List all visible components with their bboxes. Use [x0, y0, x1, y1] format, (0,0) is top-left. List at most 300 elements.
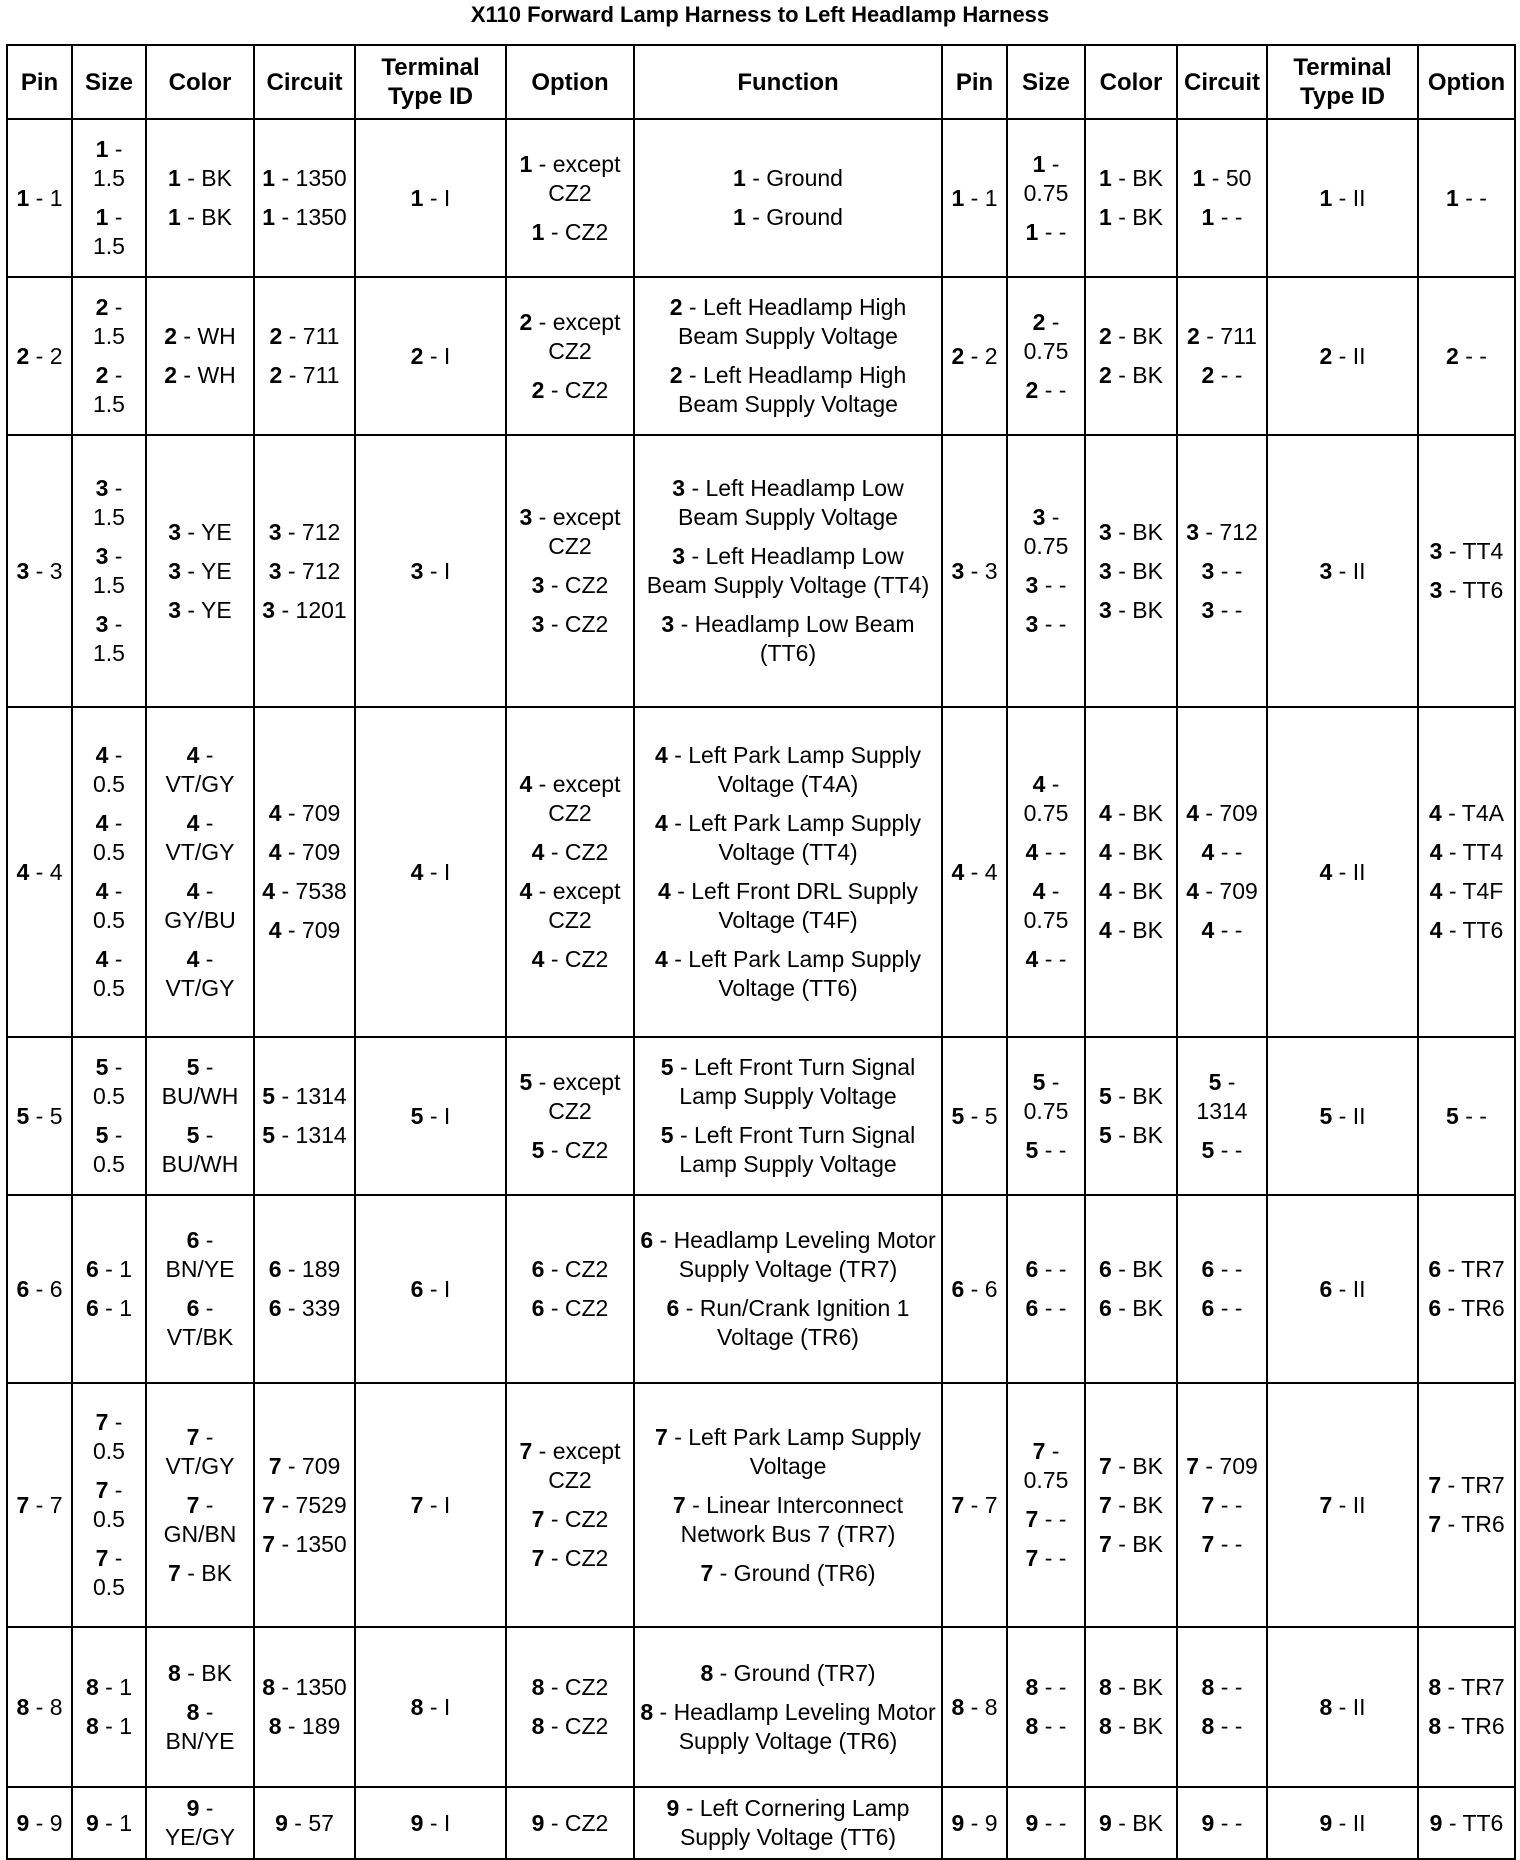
- cell-pin: [7, 1383, 72, 1627]
- cell-entry: 7 - BK: [168, 1559, 232, 1586]
- cell-entry: 4 - Left Front DRL Supply Voltage (T4F): [658, 878, 918, 933]
- cell-terminal-type-id: [355, 1037, 506, 1195]
- cell-entry: 1 - BK: [1099, 165, 1163, 191]
- cell-entry: 6 - BK: [1099, 1295, 1163, 1321]
- cell-entry: 8 - 1350: [262, 1674, 347, 1700]
- table-row: [7, 1383, 1515, 1627]
- cell-entry: 7 - TR7: [1428, 1472, 1505, 1498]
- cell-entry: 6 - TR6: [1428, 1295, 1505, 1321]
- cell-entry: 3 - CZ2: [531, 611, 609, 637]
- cell-entry: 5 - 1314: [262, 1083, 347, 1109]
- cell-entry: 4 - except CZ2: [519, 878, 621, 933]
- cell-entry: 3 - Left Headlamp Low Beam Supply Voltage: [672, 475, 904, 530]
- cell-option-2: [1418, 1037, 1515, 1195]
- cell-entry: 8 - -: [1025, 1674, 1067, 1700]
- cell-entry: 2 - WH: [164, 323, 236, 349]
- cell-entry: 8 - 1: [85, 1674, 133, 1700]
- cell-color: [146, 1627, 254, 1787]
- cell-entry: 6 - -: [1201, 1256, 1243, 1282]
- cell-entry: 3 - YE: [168, 596, 232, 623]
- cell-entry: 1 - -: [1025, 218, 1067, 245]
- cell-entry: 6 - CZ2: [531, 1295, 609, 1321]
- cell-entry: 7 - 709: [1186, 1452, 1258, 1479]
- cell-color: [146, 1787, 254, 1859]
- cell-terminal-type-id-2: [1267, 707, 1418, 1037]
- cell-terminal-type-id: [355, 1195, 506, 1383]
- header-circuit: Circuit: [254, 45, 355, 119]
- header-pin: Pin: [7, 45, 72, 119]
- cell-entry: 7 - 0.75: [1023, 1438, 1069, 1493]
- cell-circuit: [254, 435, 355, 707]
- cell-entry: 3 - -: [1201, 557, 1243, 584]
- cell-entry: 4 - 0.75: [1023, 771, 1069, 826]
- cell-circuit: [254, 1787, 355, 1859]
- cell-entry: 9 - BK: [1099, 1809, 1163, 1836]
- cell-entry: 5 - 0.75: [1023, 1068, 1069, 1124]
- cell-function: [634, 1037, 942, 1195]
- cell-entry: 1 - BK: [168, 165, 232, 191]
- header-row: [7, 45, 1515, 119]
- cell-entry: 2 - WH: [164, 362, 236, 388]
- cell-entry: 9 - -: [1201, 1809, 1243, 1836]
- cell-function: [634, 1383, 942, 1627]
- cell-entry: 6 - BN/YE: [165, 1227, 235, 1282]
- table-row: [7, 277, 1515, 435]
- cell-entry: 7 - 7529: [262, 1491, 347, 1518]
- cell-entry: 4 - 0.5: [93, 946, 125, 1001]
- cell-function: [634, 707, 942, 1037]
- cell-color-2: [1085, 119, 1177, 277]
- cell-entry: 4 - -: [1201, 839, 1243, 865]
- cell-entry: 4 - T4F: [1429, 878, 1504, 904]
- cell-entry: 9 - TT6: [1429, 1809, 1504, 1836]
- cell-entry: 4 - -: [1025, 839, 1067, 865]
- cell-entry: 7 - 709: [268, 1452, 341, 1479]
- cell-option: [506, 1195, 634, 1383]
- cell-entry: 7 - Left Park Lamp Supply Voltage: [655, 1423, 921, 1479]
- cell-entry: 7 - 7: [951, 1491, 998, 1518]
- header-terminal-type-id: Terminal Type ID: [355, 45, 506, 119]
- cell-entry: 6 - BK: [1099, 1256, 1163, 1282]
- cell-entry: 5 - BK: [1099, 1083, 1163, 1109]
- cell-entry: 5 - 5: [16, 1102, 63, 1129]
- cell-entry: 4 - BK: [1099, 839, 1163, 865]
- header-option: Option: [506, 45, 634, 119]
- cell-circuit: [254, 707, 355, 1037]
- cell-entry: 8 - -: [1201, 1674, 1243, 1700]
- cell-pin: [7, 435, 72, 707]
- cell-entry: 3 - 712: [268, 557, 341, 584]
- cell-terminal-type-id: [355, 435, 506, 707]
- cell-entry: 2 - I: [410, 342, 451, 369]
- cell-option: [506, 435, 634, 707]
- cell-entry: 1 - BK: [168, 204, 232, 230]
- cell-entry: 4 - 0.5: [93, 878, 125, 933]
- cell-entry: 3 - 1201: [262, 596, 347, 623]
- cell-color: [146, 277, 254, 435]
- cell-entry: 4 - -: [1025, 946, 1067, 972]
- table-row: [7, 707, 1515, 1037]
- cell-entry: 4 - T4A: [1428, 800, 1504, 826]
- cell-entry: 6 - 6: [16, 1275, 63, 1302]
- cell-circuit-2: [1177, 1383, 1267, 1627]
- cell-size-2: [1007, 707, 1085, 1037]
- cell-entry: 7 - Ground (TR6): [700, 1559, 876, 1586]
- cell-option: [506, 707, 634, 1037]
- cell-color-2: [1085, 1627, 1177, 1787]
- cell-terminal-type-id-2: [1267, 119, 1418, 277]
- cell-size-2: [1007, 119, 1085, 277]
- cell-size-2: [1007, 1627, 1085, 1787]
- cell-entry: 8 - 8: [951, 1693, 998, 1720]
- cell-entry: 7 - 1350: [262, 1530, 347, 1557]
- cell-entry: 8 - Ground (TR7): [700, 1659, 876, 1686]
- cell-terminal-type-id-2: [1267, 1627, 1418, 1787]
- cell-color-2: [1085, 435, 1177, 707]
- cell-entry: 3 - -: [1201, 596, 1243, 623]
- cell-option-2: [1418, 119, 1515, 277]
- cell-color: [146, 1195, 254, 1383]
- cell-entry: 9 - 1: [85, 1809, 133, 1836]
- cell-entry: 2 - 711: [269, 323, 340, 349]
- cell-entry: 9 - II: [1319, 1809, 1366, 1836]
- cell-option: [506, 1627, 634, 1787]
- cell-pin-2: [942, 277, 1007, 435]
- cell-entry: 5 - BU/WH: [161, 1054, 239, 1109]
- cell-color: [146, 1383, 254, 1627]
- cell-entry: 5 - BU/WH: [161, 1122, 239, 1177]
- cell-entry: 1 - BK: [1099, 204, 1163, 230]
- cell-entry: 1 - 50: [1192, 165, 1252, 191]
- header-size: Size: [1007, 45, 1085, 119]
- cell-color: [146, 1037, 254, 1195]
- cell-entry: 3 - CZ2: [531, 572, 609, 598]
- cell-entry: 4 - GY/BU: [164, 878, 236, 933]
- cell-circuit: [254, 119, 355, 277]
- pinout-table: [6, 44, 1516, 1860]
- cell-color-2: [1085, 1787, 1177, 1859]
- cell-entry: 1 - 1: [951, 184, 998, 211]
- cell-entry: 1 - -: [1201, 204, 1243, 230]
- cell-entry: 4 - CZ2: [531, 839, 609, 865]
- cell-entry: 8 - CZ2: [531, 1674, 609, 1700]
- cell-entry: 8 - BN/YE: [165, 1698, 235, 1754]
- cell-entry: 7 - except CZ2: [519, 1438, 621, 1493]
- cell-entry: 4 - VT/GY: [165, 946, 235, 1001]
- table-row: [7, 1787, 1515, 1859]
- cell-entry: 4 - VT/GY: [165, 810, 235, 865]
- cell-entry: 4 - BK: [1099, 917, 1163, 943]
- cell-terminal-type-id-2: [1267, 435, 1418, 707]
- cell-entry: 8 - BK: [1099, 1674, 1163, 1700]
- cell-entry: 7 - -: [1201, 1491, 1243, 1518]
- cell-circuit: [254, 1037, 355, 1195]
- cell-size: [72, 119, 146, 277]
- cell-pin: [7, 1627, 72, 1787]
- cell-pin: [7, 707, 72, 1037]
- cell-size: [72, 277, 146, 435]
- cell-size: [72, 1037, 146, 1195]
- cell-circuit: [254, 277, 355, 435]
- table-row: [7, 1195, 1515, 1383]
- cell-entry: 1 - I: [410, 184, 451, 211]
- cell-entry: 9 - 9: [16, 1809, 63, 1836]
- table-row: [7, 119, 1515, 277]
- cell-size: [72, 1787, 146, 1859]
- cell-circuit-2: [1177, 1037, 1267, 1195]
- cell-function: [634, 435, 942, 707]
- cell-size-2: [1007, 1383, 1085, 1627]
- cell-entry: 9 - -: [1025, 1809, 1067, 1836]
- cell-circuit-2: [1177, 1195, 1267, 1383]
- cell-entry: 5 - II: [1319, 1102, 1366, 1129]
- cell-entry: 3 - 1.5: [93, 475, 125, 530]
- cell-entry: 3 - TT6: [1429, 577, 1504, 603]
- cell-entry: 2 - -: [1201, 362, 1243, 388]
- cell-color: [146, 435, 254, 707]
- cell-entry: 4 - 709: [268, 839, 341, 865]
- header-option: Option: [1418, 45, 1515, 119]
- cell-entry: 7 - 0.5: [93, 1477, 125, 1532]
- cell-terminal-type-id-2: [1267, 1787, 1418, 1859]
- cell-entry: 1 - CZ2: [531, 218, 609, 245]
- cell-color: [146, 707, 254, 1037]
- cell-entry: 9 - 9: [951, 1809, 998, 1836]
- cell-entry: 9 - Left Cornering Lamp Supply Voltage (TT6): [666, 1795, 910, 1850]
- cell-entry: 4 - II: [1319, 858, 1366, 885]
- cell-option-2: [1418, 277, 1515, 435]
- cell-pin-2: [942, 1037, 1007, 1195]
- cell-entry: 4 - TT6: [1429, 917, 1504, 943]
- cell-entry: 1 - 1.5: [93, 204, 125, 259]
- header-color: Color: [1085, 45, 1177, 119]
- cell-entry: 2 - 711: [269, 362, 340, 388]
- cell-entry: 4 - 0.75: [1023, 878, 1069, 933]
- cell-entry: 7 - BK: [1099, 1452, 1163, 1479]
- cell-pin-2: [942, 1627, 1007, 1787]
- cell-entry: 3 - 3: [16, 557, 63, 584]
- cell-entry: 3 - 1.5: [93, 611, 125, 666]
- cell-size-2: [1007, 277, 1085, 435]
- cell-pin: [7, 1787, 72, 1859]
- cell-entry: 7 - 0.5: [93, 1545, 125, 1600]
- cell-option-2: [1418, 1627, 1515, 1787]
- cell-entry: 2 - Left Headlamp High Beam Supply Voltage: [669, 362, 907, 417]
- cell-entry: 7 - I: [410, 1491, 451, 1518]
- header-size: Size: [72, 45, 146, 119]
- cell-entry: 9 - YE/GY: [164, 1795, 236, 1850]
- cell-entry: 5 - -: [1201, 1136, 1243, 1163]
- cell-entry: 4 - 0.5: [93, 742, 125, 797]
- cell-entry: 6 - VT/BK: [166, 1295, 234, 1350]
- cell-entry: 1 - Ground: [733, 204, 843, 230]
- header-pin: Pin: [942, 45, 1007, 119]
- cell-entry: 7 - TR6: [1428, 1511, 1505, 1537]
- cell-option: [506, 1037, 634, 1195]
- cell-option-2: [1418, 1195, 1515, 1383]
- cell-entry: 2 - -: [1025, 376, 1067, 403]
- cell-entry: 3 - BK: [1099, 596, 1163, 623]
- cell-entry: 1 - Ground: [733, 165, 843, 191]
- cell-entry: 4 - 4: [951, 858, 998, 885]
- cell-entry: 3 - 712: [268, 518, 341, 545]
- cell-function: [634, 1787, 942, 1859]
- cell-entry: 6 - -: [1025, 1295, 1067, 1321]
- cell-entry: 4 - 4: [16, 858, 63, 885]
- cell-size-2: [1007, 435, 1085, 707]
- cell-entry: 3 - YE: [168, 518, 232, 545]
- cell-pin: [7, 1037, 72, 1195]
- cell-entry: 8 - TR7: [1428, 1674, 1505, 1700]
- cell-entry: 8 - II: [1319, 1693, 1366, 1720]
- cell-entry: 4 - VT/GY: [165, 742, 235, 797]
- cell-entry: 7 - BK: [1099, 1530, 1163, 1557]
- cell-entry: 3 - Left Headlamp Low Beam Supply Voltage (TT4): [646, 543, 930, 598]
- cell-entry: 3 - 0.75: [1023, 504, 1069, 559]
- cell-entry: 6 - 1: [85, 1256, 133, 1282]
- cell-size-2: [1007, 1037, 1085, 1195]
- cell-entry: 8 - -: [1201, 1713, 1243, 1739]
- cell-entry: 2 - Left Headlamp High Beam Supply Voltage: [669, 294, 907, 349]
- cell-entry: 3 - 712: [1186, 518, 1258, 545]
- cell-entry: 6 - TR7: [1428, 1256, 1505, 1282]
- cell-entry: 8 - I: [410, 1693, 451, 1720]
- cell-entry: 1 - 0.75: [1023, 150, 1069, 206]
- cell-entry: 8 - 1: [85, 1713, 133, 1739]
- table-row: [7, 435, 1515, 707]
- cell-terminal-type-id: [355, 277, 506, 435]
- cell-pin: [7, 277, 72, 435]
- cell-entry: 4 - 709: [268, 917, 341, 943]
- cell-pin: [7, 119, 72, 277]
- cell-pin-2: [942, 1383, 1007, 1627]
- cell-entry: 6 - I: [410, 1275, 451, 1302]
- cell-entry: 7 - Linear Interconnect Network Bus 7 (TR7): [672, 1491, 904, 1547]
- cell-entry: 2 - 2: [951, 342, 998, 369]
- cell-size-2: [1007, 1787, 1085, 1859]
- cell-circuit-2: [1177, 707, 1267, 1037]
- cell-entry: 7 - CZ2: [531, 1545, 609, 1571]
- cell-function: [634, 119, 942, 277]
- cell-entry: 1 - II: [1319, 184, 1366, 211]
- cell-circuit-2: [1177, 1787, 1267, 1859]
- cell-entry: 3 - TT4: [1429, 538, 1504, 564]
- cell-size: [72, 1383, 146, 1627]
- cell-entry: 8 - 8: [16, 1693, 63, 1720]
- cell-entry: 5 - 1314: [262, 1122, 347, 1148]
- cell-entry: 7 - -: [1201, 1530, 1243, 1557]
- cell-entry: 7 - -: [1025, 1506, 1067, 1532]
- cell-entry: 4 - BK: [1099, 800, 1163, 826]
- cell-entry: 2 - 711: [1187, 323, 1257, 349]
- cell-entry: 5 - -: [1025, 1136, 1067, 1163]
- cell-entry: 9 - CZ2: [531, 1809, 609, 1836]
- cell-entry: 7 - 0.5: [93, 1409, 125, 1464]
- cell-entry: 6 - -: [1025, 1256, 1067, 1282]
- cell-entry: 7 - GN/BN: [163, 1491, 237, 1547]
- cell-function: [634, 277, 942, 435]
- cell-entry: 1 - except CZ2: [519, 150, 621, 206]
- table-row: [7, 1037, 1515, 1195]
- cell-entry: 8 - Headlamp Leveling Motor Supply Voltage (TR6): [640, 1698, 936, 1754]
- cell-entry: 5 - CZ2: [531, 1136, 609, 1163]
- cell-entry: 4 - Left Park Lamp Supply Voltage (TT4): [655, 810, 921, 865]
- cell-terminal-type-id-2: [1267, 1037, 1418, 1195]
- cell-function: [634, 1627, 942, 1787]
- cell-entry: 2 - BK: [1099, 362, 1163, 388]
- cell-pin-2: [942, 1787, 1007, 1859]
- cell-option: [506, 1787, 634, 1859]
- cell-option-2: [1418, 707, 1515, 1037]
- cell-circuit: [254, 1195, 355, 1383]
- cell-entry: 4 - 709: [1186, 878, 1258, 904]
- cell-entry: 6 - 339: [268, 1295, 341, 1321]
- cell-entry: 3 - I: [410, 557, 451, 584]
- cell-terminal-type-id-2: [1267, 1383, 1418, 1627]
- cell-entry: 3 - except CZ2: [519, 504, 621, 559]
- header-circuit: Circuit: [1177, 45, 1267, 119]
- cell-entry: 8 - 189: [268, 1713, 341, 1739]
- cell-option-2: [1418, 1383, 1515, 1627]
- cell-entry: 3 - 1.5: [93, 543, 125, 598]
- cell-entry: 4 - 7538: [262, 878, 347, 904]
- cell-entry: 1 - 1350: [262, 165, 347, 191]
- cell-size-2: [1007, 1195, 1085, 1383]
- cell-entry: 3 - 3: [951, 557, 998, 584]
- cell-entry: 4 - 709: [1186, 800, 1258, 826]
- cell-size: [72, 435, 146, 707]
- cell-entry: 6 - -: [1201, 1295, 1243, 1321]
- cell-entry: 7 - II: [1319, 1491, 1366, 1518]
- cell-entry: 8 - TR6: [1428, 1713, 1505, 1739]
- cell-entry: 8 - BK: [1099, 1713, 1163, 1739]
- cell-color-2: [1085, 1195, 1177, 1383]
- cell-entry: 4 - except CZ2: [519, 771, 621, 826]
- cell-entry: 5 - Left Front Turn Signal Lamp Supply Voltage: [660, 1122, 916, 1177]
- cell-entry: 4 - -: [1201, 917, 1243, 943]
- cell-option: [506, 1383, 634, 1627]
- cell-color: [146, 119, 254, 277]
- header-color: Color: [146, 45, 254, 119]
- cell-entry: 7 - BK: [1099, 1491, 1163, 1518]
- cell-color-2: [1085, 1037, 1177, 1195]
- cell-entry: 2 - BK: [1099, 323, 1163, 349]
- cell-entry: 4 - TT4: [1429, 839, 1504, 865]
- cell-entry: 3 - BK: [1099, 518, 1163, 545]
- cell-entry: 6 - II: [1319, 1275, 1366, 1302]
- cell-circuit: [254, 1627, 355, 1787]
- cell-entry: 4 - Left Park Lamp Supply Voltage (T4A): [655, 742, 921, 797]
- cell-entry: 4 - 709: [268, 800, 341, 826]
- cell-pin-2: [942, 435, 1007, 707]
- cell-entry: 8 - BK: [168, 1659, 232, 1686]
- cell-entry: 6 - CZ2: [531, 1256, 609, 1282]
- cell-entry: 7 - 7: [16, 1491, 63, 1518]
- cell-entry: 3 - YE: [168, 557, 232, 584]
- cell-entry: 3 - II: [1319, 557, 1366, 584]
- cell-entry: 7 - VT/GY: [165, 1423, 235, 1479]
- cell-entry: 5 - I: [410, 1102, 451, 1129]
- cell-circuit-2: [1177, 277, 1267, 435]
- header-terminal-type-id: Terminal Type ID: [1267, 45, 1418, 119]
- cell-entry: 1 - 1: [16, 184, 63, 211]
- cell-entry: 5 - -: [1446, 1102, 1487, 1129]
- cell-entry: 8 - CZ2: [531, 1713, 609, 1739]
- cell-entry: 4 - 0.5: [93, 810, 125, 865]
- cell-entry: 7 - -: [1025, 1545, 1067, 1571]
- cell-entry: 2 - II: [1319, 342, 1366, 369]
- cell-size: [72, 1195, 146, 1383]
